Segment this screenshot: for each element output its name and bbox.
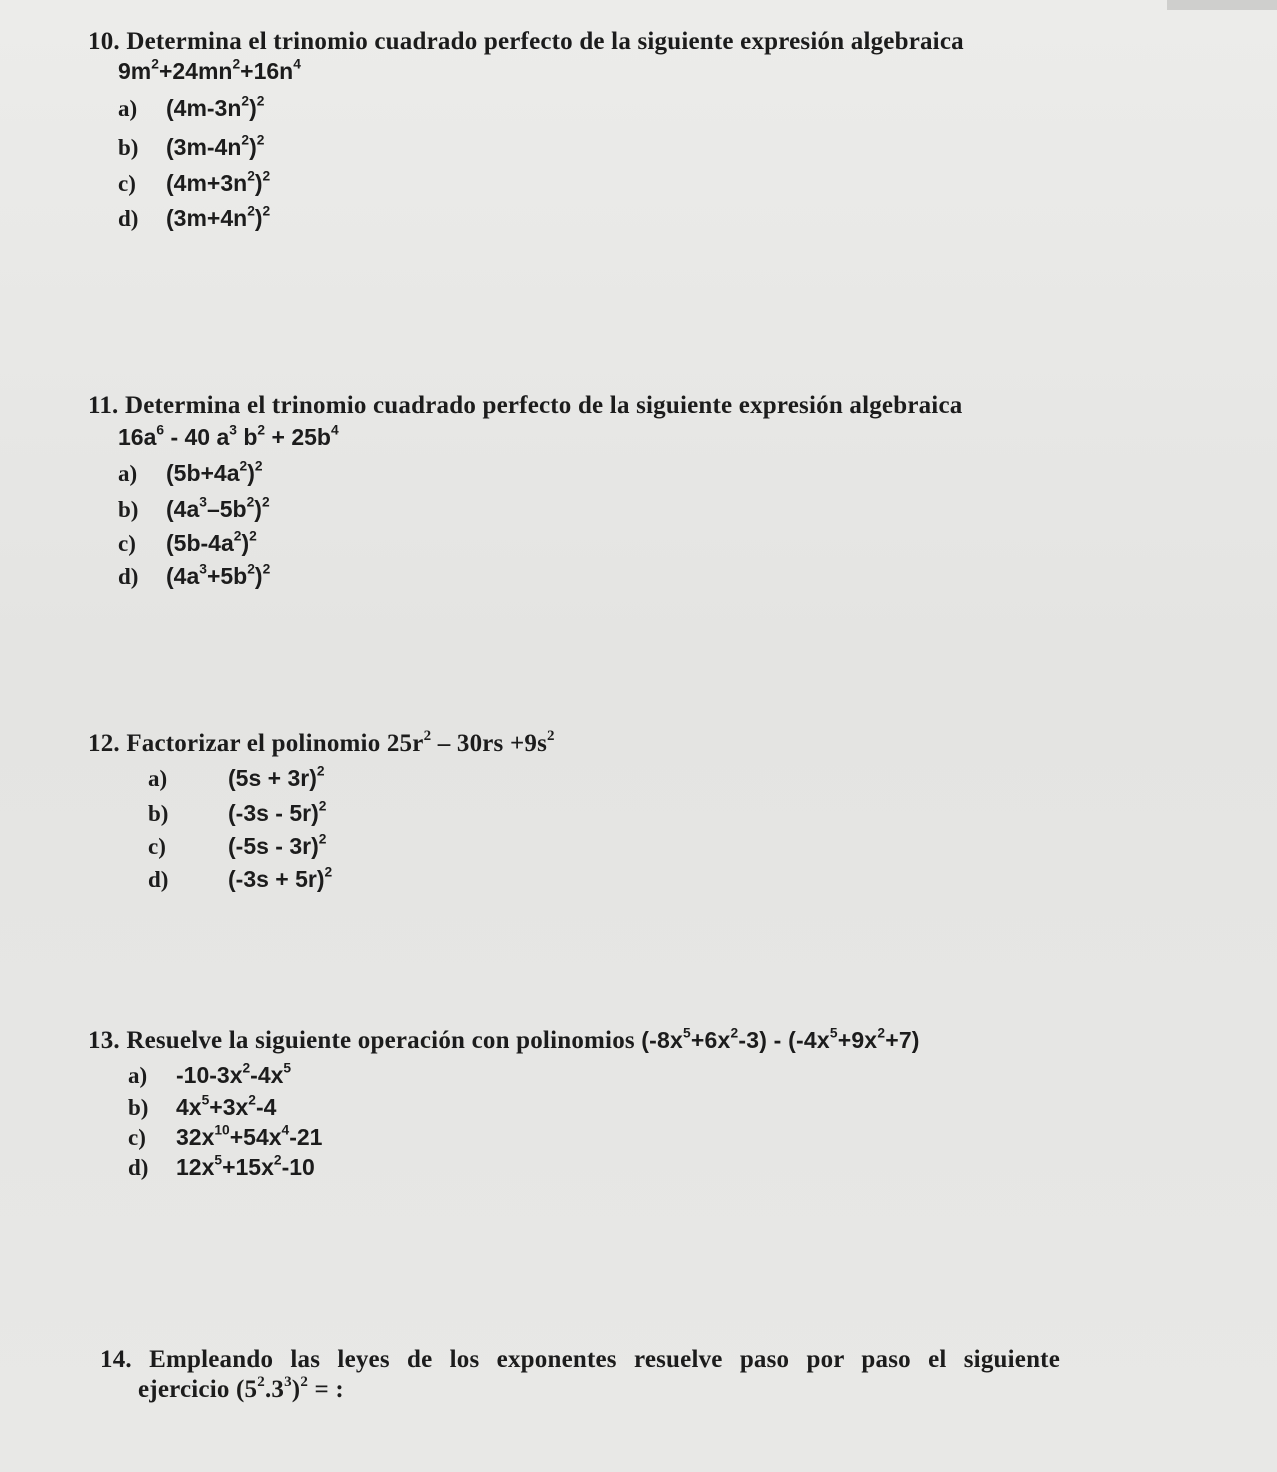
option-c: c) (-5s - 3r)$^2$ bbox=[148, 831, 327, 859]
question-statement: Determina el trinomio cuadrado perfecto de la siguiente expresión algebraica bbox=[124, 392, 963, 419]
question-number: 12. bbox=[88, 730, 120, 757]
question-10-expression: $9m^2+24mn^2+16n^4$ bbox=[118, 56, 301, 84]
option-d: d) $(3m+4n^2)^2$ bbox=[118, 203, 271, 231]
question-14-expression: $(5^2.3^3)^2$ = : bbox=[236, 1373, 344, 1403]
option-a: a) $(5s + 3r)^2$ bbox=[148, 763, 325, 791]
question-number: 10. bbox=[88, 28, 120, 55]
option-d: d) $(-3s + 5r)^2$ bbox=[148, 864, 333, 892]
question-13 bbox=[88, 1027, 920, 1055]
question-11-expression: $16a^6 - 40$ $a^3$ $b^2 + 25b^4$ bbox=[118, 422, 339, 450]
question-12 bbox=[88, 727, 555, 758]
question-10 bbox=[88, 28, 964, 56]
option-d: d) $(4a^3+5b^2)^2$ bbox=[118, 561, 271, 589]
option-b: b) $4x^5+3x^2-4$ bbox=[128, 1092, 277, 1120]
question-11-heading bbox=[88, 392, 962, 420]
option-b: b) $(3m-4n^2)^2$ bbox=[118, 132, 265, 160]
question-number: 13. bbox=[88, 1027, 120, 1054]
question-statement: Determina el trinomio cuadrado perfecto de la siguiente expresión algebraica bbox=[126, 28, 964, 55]
question-13-heading bbox=[88, 1027, 920, 1055]
option-b: b) (-3s - 5r)$^2$ bbox=[148, 798, 327, 826]
question-14-line-2: ejercicio $(5^2.3^3)^2$ = : bbox=[138, 1373, 344, 1403]
option-d: d) $12x^5+15x^2-10$ bbox=[128, 1152, 315, 1180]
question-statement: Resuelve la siguiente operación con polinomios bbox=[126, 1027, 635, 1054]
question-12-expression: $25r^2 - 30rs +9s^2$ bbox=[386, 727, 555, 757]
question-statement: Empleando las leyes de los exponentes resuelve paso por paso el siguiente bbox=[149, 1346, 1060, 1373]
question-number: 14. bbox=[100, 1346, 132, 1373]
option-c: c) $32x^{10}+54x^4-21$ bbox=[128, 1122, 323, 1150]
question-statement: Factorizar el polinomio bbox=[126, 730, 381, 757]
question-number: 11. bbox=[88, 392, 119, 419]
question-13-expression: $(-8x^5+6x^2-3) - (-4x^5+9x^2+7)$ bbox=[641, 1025, 920, 1053]
option-c: c) $(5b-4a^2)^2$ bbox=[118, 528, 257, 556]
question-12-heading bbox=[88, 727, 555, 758]
question-14-line-1 bbox=[100, 1346, 1060, 1374]
question-10-heading bbox=[88, 28, 964, 56]
page-edge-shadow bbox=[1167, 0, 1277, 10]
question-14 bbox=[100, 1346, 1060, 1374]
option-a: a) $(5b+4a^2)^2$ bbox=[118, 458, 263, 486]
option-a: a) $(4m-3n^2)^2$ bbox=[118, 93, 265, 121]
option-a: a) $-10-3x^2-4x^5$ bbox=[128, 1060, 292, 1088]
question-11 bbox=[88, 392, 962, 420]
option-b: b) $(4a^3-5b^2)^2$ bbox=[118, 494, 270, 522]
option-c: c) $(4m+3n^2)^2$ bbox=[118, 168, 271, 196]
